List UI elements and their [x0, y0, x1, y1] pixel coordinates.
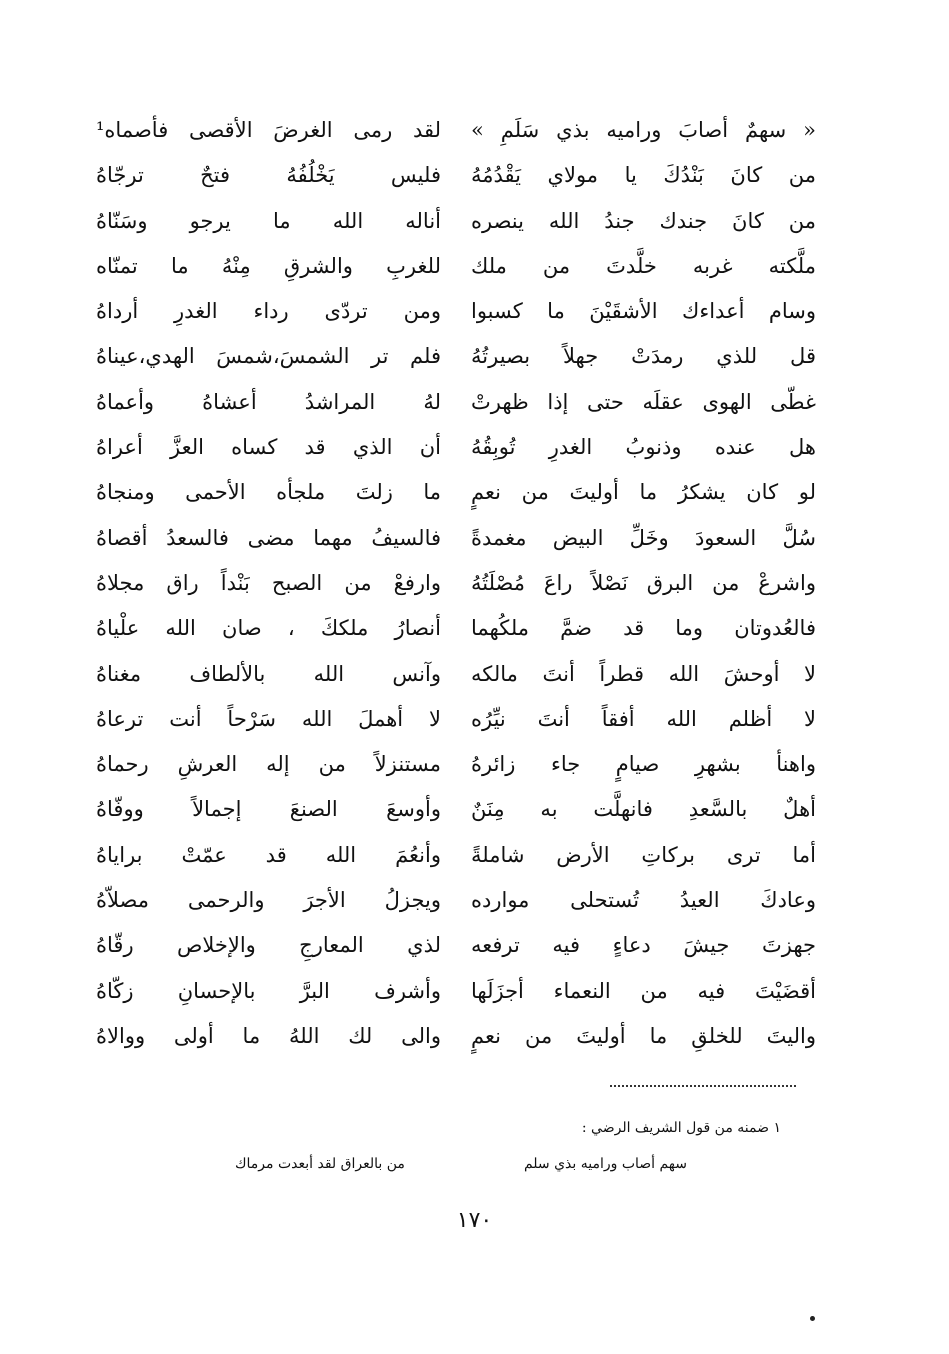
page-number: ١٧٠ [456, 1208, 493, 1233]
verse-second-hemistich: والى لك اللهُ ما أولى ووالاهُ [96, 1023, 441, 1048]
verse-first-hemistich: أهلٌ بالسَّعدِ فانهلَّت به مِنَنٌ [471, 797, 816, 822]
footnote-separator [610, 1085, 796, 1087]
verse-first-hemistich: واهنأ بشهرِ صيامٍ جاء زائرهُ [471, 752, 816, 777]
verse-second-hemistich: ومن تردّى رداء الغدرِ أرداهُ [96, 299, 441, 324]
verse-second-hemistich: لهُ المراشدُ أعشاهُ وأعماهُ [96, 389, 441, 414]
verse-first-hemistich: لا أظلم الله أفقاً أنتَ نيِّرُه [471, 706, 816, 731]
verse-first-hemistich: سُلَّ السعودَ وخَلِّ البيض مغمدةً [471, 525, 816, 550]
verse-second-hemistich: للغربِ والشرقِ مِنْهُ ما تمنّاه [96, 253, 441, 278]
verse-second-hemistich: لذي المعارجِ والإخلاص رقّاهُ [96, 933, 441, 958]
verse-first-hemistich: « سهمٌ أصابَ وراميه بذي سَلَمِ » [471, 118, 816, 142]
footnote-verse-first: سهم أصاب وراميه بذي سلم [523, 1156, 687, 1172]
poem-right-column [471, 108, 816, 1059]
verse-second-hemistich: وأشرف البرَّ بالإحسانِ زكّاهُ [96, 978, 441, 1003]
verse-first-hemistich: لو كان يشكرُ ما أوليتَ من نعمٍ [471, 480, 816, 505]
stray-mark [810, 1316, 815, 1321]
verse-first-hemistich: هل عنده وذنوبُ الغدرِ تُوبِقُهُ [471, 435, 816, 460]
verse-second-hemistich: أناله الله ما يرجو وسَنّاهُ [96, 208, 441, 233]
footnote-number: ١ [773, 1120, 781, 1136]
verse-first-hemistich: جهزتَ جيشَ دعاءٍ فيه ترفعه [471, 933, 816, 958]
verse-second-hemistich: فلم تر الشمسَ،شمسَ الهدي،عيناهُ [96, 344, 441, 369]
verse-second-hemistich: وأوسعَ الصنعَ إجمالاً ووفّاهُ [96, 797, 441, 822]
verse-first-hemistich: وسام أعداءك الأشقَيْنَ ما كسبوا [471, 299, 816, 324]
verse-first-hemistich: قل للذي رمدَتْ جهلاً بصيرتُهُ [471, 344, 816, 369]
verse-second-hemistich: وارفعْ من الصبح بَنْداً راق مجلاهُ [96, 570, 441, 595]
footnote-text: ضمنه من قول الشريف الرضي : [581, 1120, 770, 1136]
verse-second-hemistich: ويجزلُ الأجرَ والرحمى مصلاّهُ [96, 888, 441, 913]
footnote-verse [235, 1156, 687, 1172]
verse-second-hemistich: لقد رمى الغرضَ الأقصى فأصماه¹ [96, 118, 441, 142]
verse-second-hemistich: أنصارُ ملككَ ، صان الله علْياهُ [96, 616, 441, 641]
footnote-verse-second: من بالعراق لقد أبعدت مرماك [235, 1156, 405, 1172]
verse-first-hemistich: واشرعْ من البرق نَصْلاً راعَ مُصْلَتُهُ [471, 570, 816, 595]
verse-second-hemistich: وآنس الله بالألطاف مغناهُ [96, 661, 441, 686]
verse-second-hemistich: أن الذي قد كساه العزَّ أعراهُ [96, 435, 441, 460]
verse-first-hemistich: من كانَ بَنْدُكَ يا مولاي يَقْدُمُهُ [471, 163, 816, 188]
verse-second-hemistich: وأنعُمَ الله قد عمّتْ براياهُ [96, 842, 441, 867]
verse-first-hemistich: أقضَيْتَ فيه من النعماء أجزَلَها [471, 978, 816, 1003]
poem-left-column [96, 108, 441, 1059]
verse-second-hemistich: ما زلتَ ملجأه الأحمى ومنجاهُ [96, 480, 441, 505]
verse-first-hemistich: فالعُدوتان وما قد ضمَّ ملكُهما [471, 616, 816, 641]
verse-first-hemistich: وعادكَ العيدُ تُستحلى موارده [471, 888, 816, 913]
verse-first-hemistich: لا أوحشَ الله قطراً أنتَ مالكه [471, 661, 816, 686]
poem [96, 108, 816, 1058]
verse-second-hemistich: لا أهملَ الله سَرْحاً أنت ترعاهُ [96, 706, 441, 731]
verse-first-hemistich: واليتَ للخلقِ ما أوليتَ من نعمٍ [471, 1023, 816, 1048]
verse-first-hemistich: أما ترى بركاتِ الأرض شاملةً [471, 842, 816, 867]
verse-first-hemistich: ملَّكته غربه خلَّدتَ من ملك [471, 253, 816, 278]
verse-second-hemistich: فليس يَخْلُفُهُ فتحٌ ترجّاهُ [96, 163, 441, 188]
verse-second-hemistich: فالسيفُ مهما مضى فالسعدُ أقصاهُ [96, 525, 441, 550]
verse-second-hemistich: مستنزلاً من إله العرشِ رحماهُ [96, 752, 441, 777]
verse-first-hemistich: من كانَ جندك جندُ الله ينصره [471, 208, 816, 233]
footnote [582, 1120, 781, 1136]
verse-first-hemistich: غطّى الهوى عقلَه حتى إذا ظهرتْ [471, 389, 816, 414]
